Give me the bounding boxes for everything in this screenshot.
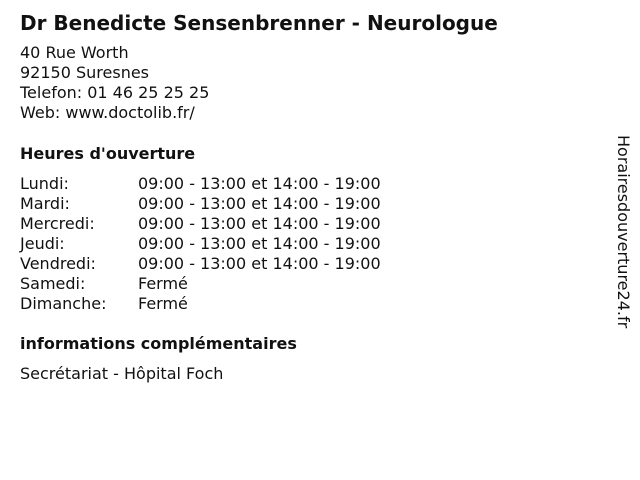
day-hours: Fermé	[138, 274, 188, 293]
street-address: 40 Rue Worth	[20, 43, 129, 62]
city-postcode: 92150 Suresnes	[20, 63, 150, 82]
hours-row-saturday	[20, 274, 381, 294]
hours-row-wednesday	[20, 214, 381, 234]
day-label: Lundi:	[20, 174, 69, 193]
address-block	[20, 43, 209, 123]
day-label: Vendredi:	[20, 254, 96, 273]
page-title: Dr Benedicte Sensenbrenner - Neurologue	[20, 11, 498, 35]
hours-row-monday	[20, 174, 381, 194]
day-hours: 09:00 - 13:00 et 14:00 - 19:00	[138, 214, 381, 233]
hours-row-tuesday	[20, 194, 381, 214]
hours-row-friday	[20, 254, 381, 274]
day-hours: 09:00 - 13:00 et 14:00 - 19:00	[138, 194, 381, 213]
website: Web: www.doctolib.fr/	[20, 103, 195, 122]
site-watermark: Horairesdouverture24.fr	[614, 135, 633, 329]
day-label: Samedi:	[20, 274, 86, 293]
day-hours: 09:00 - 13:00 et 14:00 - 19:00	[138, 174, 381, 193]
day-hours: 09:00 - 13:00 et 14:00 - 19:00	[138, 234, 381, 253]
day-hours: 09:00 - 13:00 et 14:00 - 19:00	[138, 254, 381, 273]
day-hours: Fermé	[138, 294, 188, 313]
day-label: Mercredi:	[20, 214, 95, 233]
day-label: Jeudi:	[20, 234, 65, 253]
additional-info-heading: informations complémentaires	[20, 334, 297, 353]
opening-hours-table	[20, 174, 381, 314]
hours-row-thursday	[20, 234, 381, 254]
phone-number: Telefon: 01 46 25 25 25	[20, 83, 210, 102]
opening-hours-heading: Heures d'ouverture	[20, 144, 196, 163]
day-label: Dimanche:	[20, 294, 107, 313]
day-label: Mardi:	[20, 194, 70, 213]
additional-info-text: Secrétariat - Hôpital Foch	[20, 364, 224, 383]
hours-row-sunday	[20, 294, 381, 314]
